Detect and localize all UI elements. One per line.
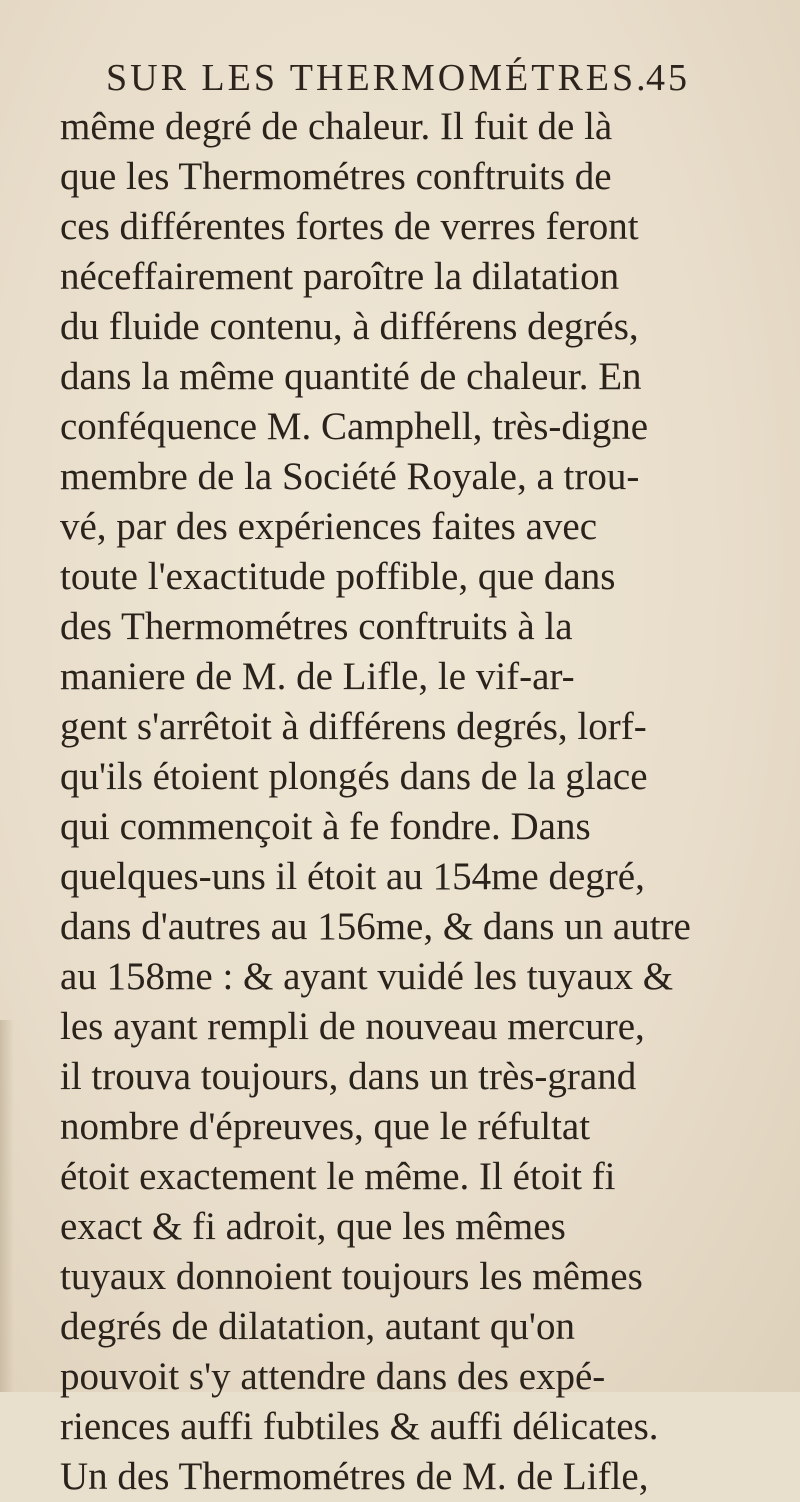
text-line: dans la même quantité de chaleur. En bbox=[60, 355, 642, 398]
running-head bbox=[106, 56, 726, 106]
text-line: dans d'autres au 156me, & dans un autre bbox=[60, 905, 691, 948]
text-line: qui commençoit à fe fondre. Dans bbox=[60, 805, 591, 848]
text-line: qu'ils étoient plongés dans de la glace bbox=[60, 755, 648, 798]
text-line: membre de la Société Royale, a trou- bbox=[60, 455, 640, 498]
text-line: du fluide contenu, à différens degrés, bbox=[60, 305, 639, 348]
text-line: il trouva toujours, dans un très-grand bbox=[60, 1055, 637, 1098]
text-line: degrés de dilatation, autant qu'on bbox=[60, 1305, 575, 1348]
text-line: les ayant rempli de nouveau mercure, bbox=[60, 1005, 645, 1048]
text-line: maniere de M. de Lifle, le vif-ar- bbox=[60, 655, 575, 698]
text-line: gent s'arrêtoit à différens degrés, lorf- bbox=[60, 705, 647, 748]
text-line: même degré de chaleur. Il fuit de là bbox=[60, 105, 613, 148]
running-head-title: SUR LES THERMOMÉTRES. bbox=[106, 57, 649, 99]
text-line: nombre d'épreuves, que le réfultat bbox=[60, 1105, 591, 1148]
text-line: étoit exactement le même. Il étoit fi bbox=[60, 1155, 616, 1198]
page-edge-shadow bbox=[0, 1020, 14, 1392]
text-line: quelques-uns il étoit au 154me degré, bbox=[60, 855, 645, 898]
text-line: exact & fi adroit, que les mêmes bbox=[60, 1205, 566, 1248]
text-line: des Thermométres conftruits à la bbox=[60, 605, 573, 648]
text-line: toute l'exactitude poffible, que dans bbox=[60, 555, 616, 598]
body-text bbox=[60, 102, 740, 1502]
text-line: pouvoit s'y attendre dans des expé- bbox=[60, 1355, 606, 1398]
text-line: ces différentes fortes de verres feront bbox=[60, 205, 639, 248]
page-number: 45 bbox=[646, 57, 690, 99]
text-line: que les Thermométres conftruits de bbox=[60, 155, 612, 198]
text-line: au 158me : & ayant vuidé les tuyaux & bbox=[60, 955, 674, 998]
text-line: riences auffi fubtiles & auffi délicates. bbox=[60, 1405, 659, 1448]
text-line: Un des Thermométres de M. de Lifle, bbox=[60, 1455, 649, 1498]
text-line: néceffairement paroître la dilatation bbox=[60, 255, 620, 298]
text-line: vé, par des expériences faites avec bbox=[60, 505, 598, 548]
text-line: conféquence M. Camphell, très-digne bbox=[60, 405, 649, 448]
text-line: tuyaux donnoient toujours les mêmes bbox=[60, 1255, 643, 1298]
